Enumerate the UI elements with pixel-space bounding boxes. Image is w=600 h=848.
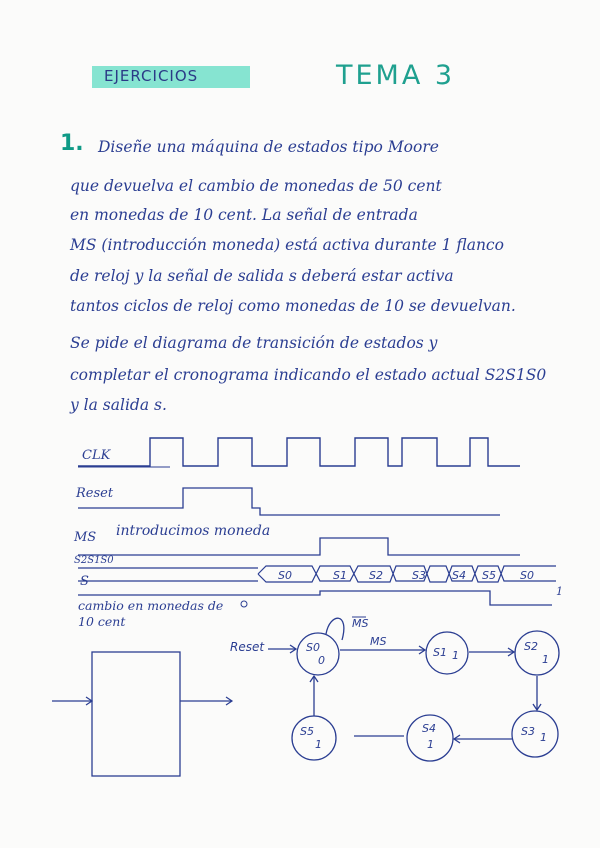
bus-state: S1 xyxy=(333,569,347,582)
problem-line: Se pide el diagrama de transición de estados y xyxy=(70,334,438,352)
ms-loop-label: MS xyxy=(352,617,369,630)
state-name: S5 xyxy=(300,725,314,738)
bus-state: S0 xyxy=(278,569,292,582)
state-name: S3 xyxy=(521,725,535,738)
signal-label-state: S2S1S0 xyxy=(74,555,114,566)
ms-note: introducimos moneda xyxy=(116,523,271,539)
bus-state: S0 xyxy=(520,569,534,582)
signal-label-clk: CLK xyxy=(82,448,111,463)
problem-number: 1. xyxy=(60,131,84,156)
ms-label: MS xyxy=(370,635,387,648)
state-node xyxy=(292,716,336,760)
reset-label: Reset xyxy=(230,640,265,654)
problem-line: que devuelva el cambio de monedas de 50 cent xyxy=(70,177,442,195)
state-out: 1 xyxy=(542,653,549,666)
topic-title: TEMA 3 xyxy=(336,60,456,91)
s-waveform xyxy=(78,591,552,605)
s-mark: 1 xyxy=(556,585,563,598)
problem-line: de reloj y la señal de salida s deberá estar activa xyxy=(70,267,454,285)
signal-label-reset: Reset xyxy=(76,486,114,501)
block-box xyxy=(92,652,180,776)
problem-line: en monedas de 10 cent. La señal de entrada xyxy=(70,206,418,224)
state-name: S4 xyxy=(422,722,436,735)
reset-waveform xyxy=(78,488,500,515)
problem-line: Diseñe una máquina de estados tipo Moore xyxy=(98,138,439,156)
s-marker xyxy=(241,601,247,607)
ms-waveform xyxy=(78,538,520,555)
state-out: 1 xyxy=(315,738,322,751)
state-out: 0 xyxy=(318,654,325,667)
state-node xyxy=(512,711,558,757)
state-node xyxy=(515,631,559,675)
section-label: EJERCICIOS xyxy=(104,67,199,85)
clk-waveform xyxy=(78,438,520,466)
state-name: S1 xyxy=(433,646,447,659)
problem-line: completar el cronograma indicando el estado actual S2S1S0 xyxy=(70,366,547,384)
bus-state: S2 xyxy=(369,569,383,582)
state-name: S0 xyxy=(306,641,320,654)
state-out: 1 xyxy=(452,649,459,662)
bus-state: S3 xyxy=(412,569,426,582)
state-out: 1 xyxy=(540,731,547,744)
bus-state: S4 xyxy=(452,569,466,582)
signal-label-ms: MS xyxy=(74,530,97,545)
problem-line: MS (introducción moneda) está activa durante 1 flanco xyxy=(70,236,504,254)
state-name: S2 xyxy=(524,640,538,653)
bus-state: S5 xyxy=(482,569,496,582)
signal-label-s: S xyxy=(80,574,89,589)
state-out: 1 xyxy=(427,738,434,751)
s-note: cambio en monedas de 10 cent xyxy=(78,598,224,629)
problem-line: tantos ciclos de reloj como monedas de 10 se devuelvan. xyxy=(70,297,516,315)
problem-line: y la salida s. xyxy=(70,396,167,414)
